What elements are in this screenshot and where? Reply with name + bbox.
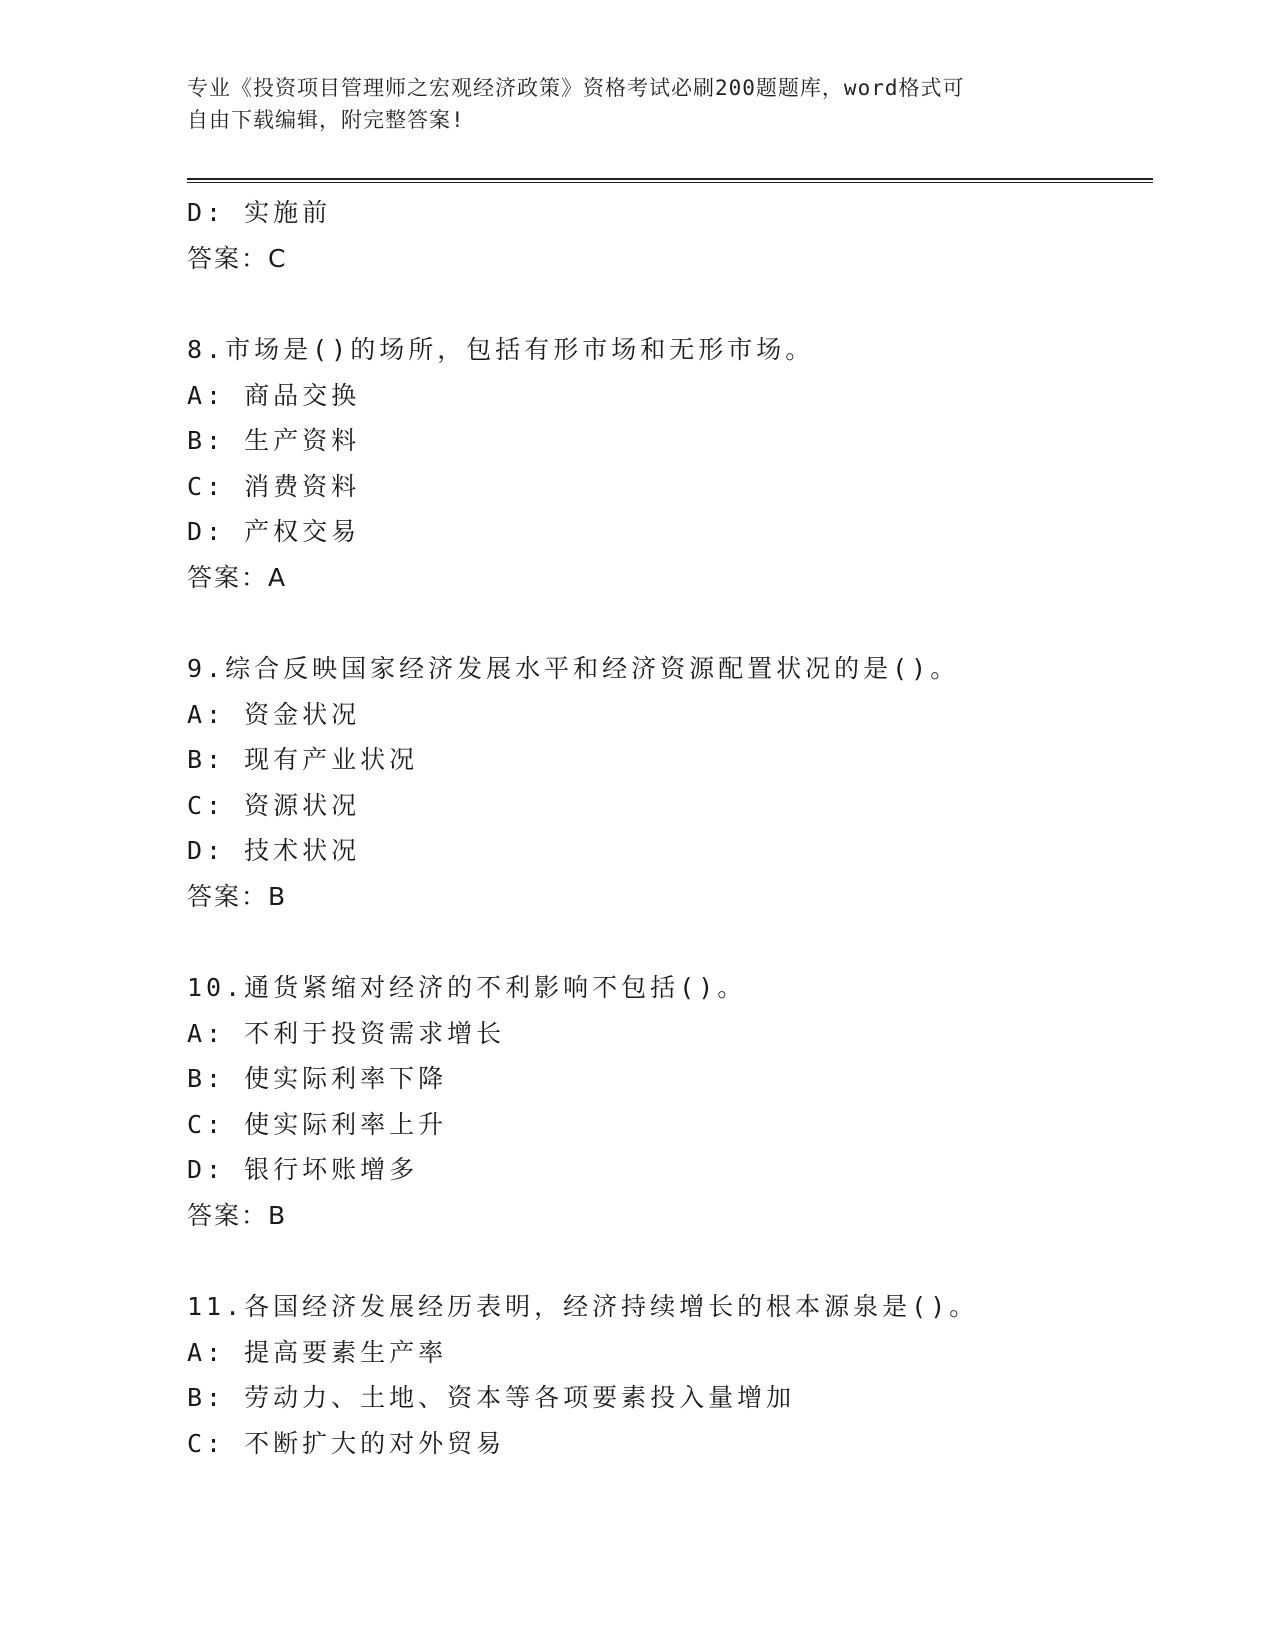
- option-b: B: 劳动力、土地、资本等各项要素投入量增加: [187, 1383, 796, 1412]
- answer-line: 答案：C: [187, 243, 288, 273]
- option-a: A: 提高要素生产率: [187, 1337, 448, 1367]
- answer-line: 答案：B: [187, 1200, 288, 1230]
- spacer: [187, 600, 1153, 646]
- option-c: C: 使实际利率上升: [187, 1109, 448, 1139]
- option-d: D: 产权交易: [187, 517, 361, 546]
- option-c: C: 不断扩大的对外贸易: [187, 1428, 506, 1458]
- option-b: B: 使实际利率下降: [187, 1064, 448, 1093]
- question-stem: 11.各国经济发展经历表明，经济持续增长的根本源泉是()。: [187, 1292, 979, 1321]
- question-stem: 10.通货紧缩对经济的不利影响不包括()。: [187, 973, 747, 1002]
- spacer: [187, 281, 1153, 327]
- option-b: B: 现有产业状况: [187, 745, 419, 774]
- question-list: [187, 190, 1153, 1466]
- option-b: B: 生产资料: [187, 426, 361, 455]
- question-10: [187, 965, 1153, 1238]
- option-a: A: 商品交换: [187, 380, 361, 410]
- option-c: C: 资源状况: [187, 790, 361, 820]
- option-a: A: 不利于投资需求增长: [187, 1018, 506, 1048]
- question-11: [187, 1284, 1153, 1466]
- header-divider: [187, 178, 1153, 183]
- question-stem: 9.综合反映国家经济发展水平和经济资源配置状况的是()。: [187, 654, 960, 683]
- page-header: [187, 72, 1067, 136]
- previous-question-tail: [187, 190, 1153, 281]
- question-9: [187, 646, 1153, 919]
- option-c: C: 消费资料: [187, 471, 361, 501]
- spacer: [187, 919, 1153, 965]
- question-stem: 8.市场是()的场所，包括有形市场和无形市场。: [187, 335, 815, 364]
- answer-line: 答案：B: [187, 881, 288, 911]
- answer-line: 答案：A: [187, 562, 288, 592]
- option-a: A: 资金状况: [187, 699, 361, 729]
- header-line-1: 专业《投资项目管理师之宏观经济政策》资格考试必刷200题题库，word格式可: [187, 76, 965, 100]
- option-d: D: 银行坏账增多: [187, 1155, 419, 1184]
- question-8: [187, 327, 1153, 600]
- header-line-2: 自由下载编辑，附完整答案!: [187, 108, 465, 132]
- option-d: D: 技术状况: [187, 836, 361, 865]
- option-d: D: 实施前: [187, 198, 332, 227]
- spacer: [187, 1238, 1153, 1284]
